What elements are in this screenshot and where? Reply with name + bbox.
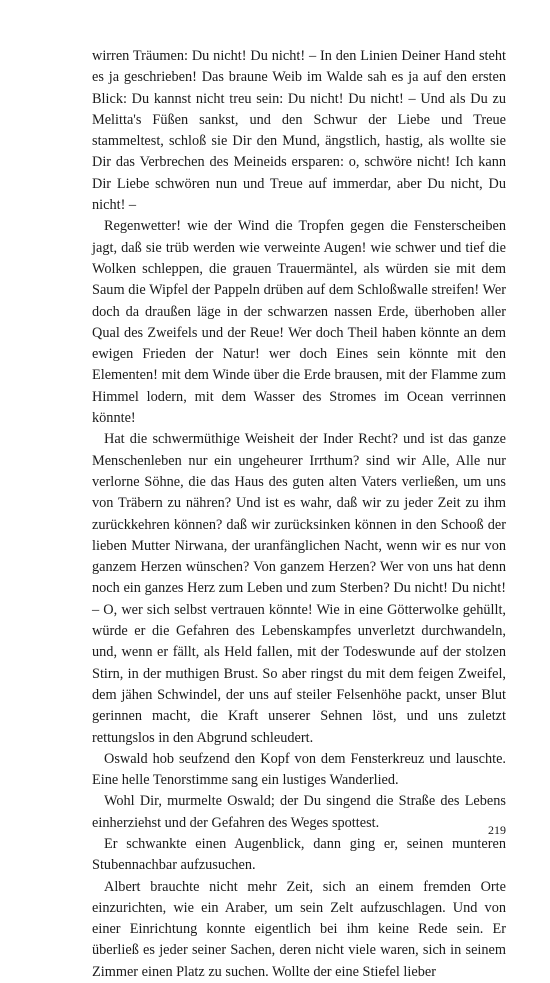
paragraph-3: Hat die schwermüthige Weisheit der Inder Recht? und ist das ganze Menschenleben nur ein ungeheurer Irrthum? sind wir Alle, Alle nur verlorne Söhne, die das Haus des guten alten Vaters verließen, um uns von Träbern zu nähren? Und ist es wahr, daß wir zu jeder Zeit zu ihm zurückkehren können? daß wir zurücksinken können in den Schooß der lieben Mutter Nirwana, der uranfänglichen Nacht, wenn wir es nur von ganzem Herzen wünschen? Von ganzem Herzen? Wer von uns hat denn noch ein ganzes Herz zum Leben und zum Sterben? Du nicht! Du nicht! – O, wer sich selbst vertrauen könnte! Wie in eine Götterwolke gehüllt, würde er die Gefahren des Lebenskampfes unverletzt durchwandeln, und, wenn er fällt, als Held fallen, mit der Todeswunde auf der stolzen Stirn, in der muthigen Brust. So aber ringst du mit dem feigen Zweifel, dem jähen Schwindel, der uns auf steiler Felsenhöhe packt, unser Blut gerinnen macht, die Kraft unserer Sehnen löst, und uns zuletzt rettungslos in den Abgrund schleudert. <box>92 431 506 746</box>
paragraph-2: Regenwetter! wie der Wind die Tropfen gegen die Fensterscheiben jagt, daß sie trüb werden wie verweinte Augen! wie schwer und tief die Wolken schleppen, die grauen Trauermäntel, als würden sie mit dem Saum die Wipfel der Pappeln drüben auf dem Schloßwalle streifen! Wer doch da draußen läge in der schwarzen nassen Erde, überhoben aller Qual des Zweifels und der Reue! Wer doch Theil haben könnte an dem ewigen Frieden der Natur! wer doch Eines sein könnte mit den Elementen! mit dem Winde über die Erde brausen, mit der Flamme zum Himmel lodern, mit dem Wasser des Stromes im Ocean verrinnen könnte! <box>92 218 506 427</box>
paragraph-1: wirren Träumen: Du nicht! Du nicht! – In den Linien Deiner Hand steht es ja geschrieben! Das braune Weib im Walde sah es ja auf den ersten Blick: Du kannst nicht treu sein: Du nicht! Du nicht! – Und als Du zu Melitta's Füßen sankst, und den Schwur der Liebe und Treue stammeltest, schloß sie Dir den Mund, ängstlich, hastig, als wollte sie Dir das Verbrechen des Meineids ersparen: o, schwöre nicht! Ich kann Dir Liebe schwören nun und Treue auf immerdar, aber Du nicht, Du nicht! – <box>92 48 506 214</box>
paragraph-4: Oswald hob seufzend den Kopf von dem Fensterkreuz und lauschte. Eine helle Tenorstimme sang ein lustiges Wanderlied. <box>92 750 506 789</box>
paragraph-7: Albert brauchte nicht mehr Zeit, sich an einem fremden Orte einzurichten, wie ein Araber, um sein Zelt aufzuschlagen. Und von einer Einrichtung konnte eigentlich bei ihm keine Rede sein. Er überließ es jeder seiner Sachen, deren nicht viele waren, sich in seinem Zimmer einen Platz zu suchen. Wollte der eine Stiefel lieber <box>92 878 506 980</box>
paragraph-6: Er schwankte einen Augenblick, dann ging er, seinen munteren Stubennachbar aufzusuchen. <box>92 835 506 874</box>
page-text <box>92 46 506 983</box>
paragraph-5: Wohl Dir, murmelte Oswald; der Du singend die Straße des Lebens einherziehst und der Gefahren des Weges spottest. <box>92 793 506 831</box>
page-number: 219 <box>488 823 506 837</box>
